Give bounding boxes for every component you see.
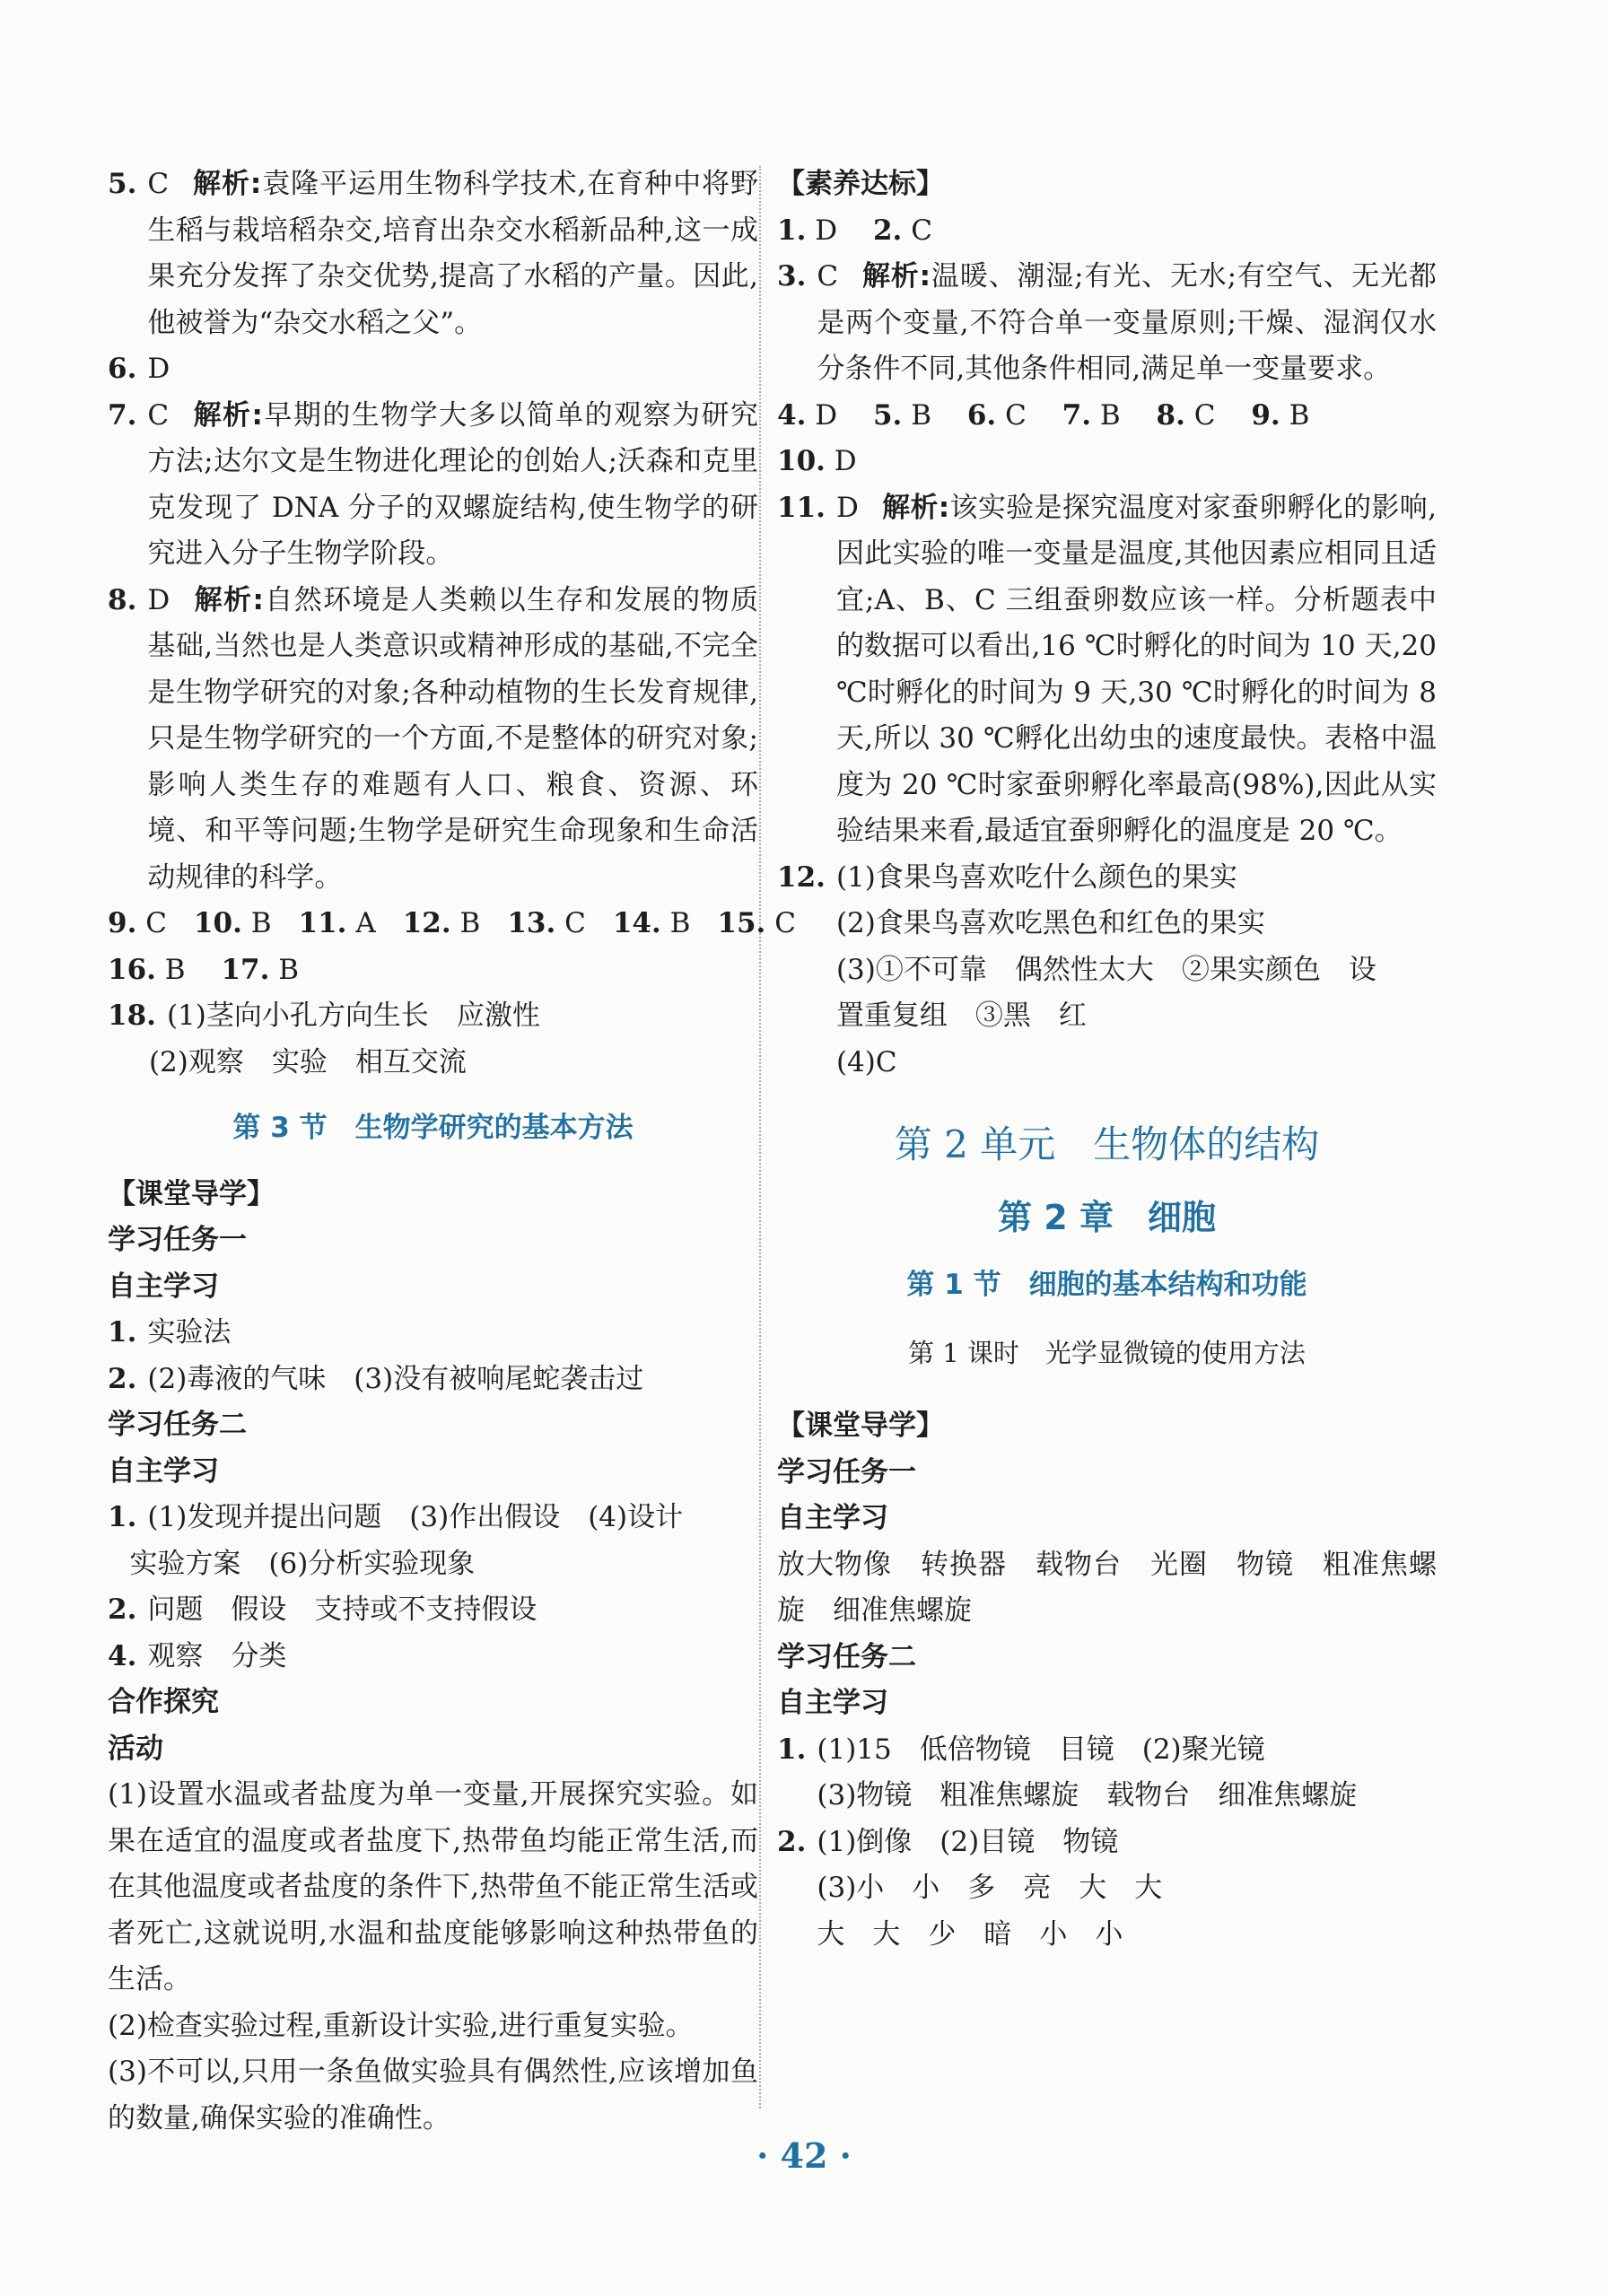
activity-answer-3: (3)不可以,只用一条鱼做实验具有偶然性,应该增加鱼的数量,确保实验的准确性。 [108,2056,758,2134]
left-column [108,162,796,2142]
column-divider [759,166,761,2108]
analysis-label: 解析: [192,168,262,200]
answer-3: 3. C 解析:温暖、潮湿;有光、无水;有空气、无光都是两个变量,不符合单一变量原则;干燥、湿润仅水分条件不同,其他条件相同,满足单一变量要求。 [777,260,1437,385]
heading-huodong: 活动 [108,1732,163,1765]
answer-11: 11. D 解析:该实验是探究温度对家蚕卵孵化的影响,因此实验的唯一变量是温度,其他因素应相同且适宜;A、B、C 三组蚕卵数应该一样。分析题表中的数据可以看出,16 ℃时孵化的时间为 10 天,20 ℃时孵化的时间为 9 天,30 ℃时孵化的时间为 8 天,所以 30 ℃孵化出幼虫的速度最快。表格中温度为 20 ℃时家蚕卵孵化率最高(98%),因此从实验结果来看,最适宜蚕卵孵化的温度是 20 ℃。 [777,491,1437,847]
heading-task1: 学习任务一 [777,1455,916,1488]
answer-18: 18. (1)茎向小孔方向生长 应激性 (2)观察 实验 相互交流 [108,1000,540,1078]
task2-answer-1: 1. (1)发现并提出问题 (3)作出假设 (4)设计 实验方案 (6)分析实验现象 [108,1501,684,1580]
lesson-title: 第 1 课时 光学显微镜的使用方法 [908,1337,1306,1368]
activity-answer-1: (1)设置水温或者盐度为单一变量,开展探究实验。如果在适宜的温度或者盐度下,热带鱼均能正常生活,而在其他温度或者盐度的条件下,热带鱼不能正常生活或者死亡,这就说明,水温和盐度能够影响这种热带鱼的生活。 [108,1778,758,1995]
section-title: 第 3 节 生物学研究的基本方法 [232,1112,634,1144]
heading-ketang: 【课堂导学】 [777,1410,944,1442]
heading-hezuo: 合作探究 [108,1686,219,1718]
heading-ketang: 【课堂导学】 [108,1177,275,1210]
answer-letter: C [147,168,170,200]
answers-4-10: 4. D 5. B 6. C 7. B 8. C 9. B 10. D [777,398,1310,477]
task1-answer-2: 2. (2)毒液的气味 (3)没有被响尾蛇袭击过 [108,1362,644,1395]
heading-task2: 学习任务二 [777,1640,916,1673]
task1-answer-1: 1. 实验法 [108,1316,232,1349]
heading-task1: 学习任务一 [108,1224,247,1256]
heading-zizhu: 自主学习 [108,1270,219,1303]
heading-zizhu: 自主学习 [777,1502,888,1534]
answer-8: 8. D 解析:自然环境是人类赖以生存和发展的物质基础,当然也是人类意识或精神形成的基础,不完全是生物学研究的对象;各种动植物的生长发育规律,只是生物学研究的一个方面,不是整体的研究对象;影响人类生存的难题有人口、粮食、资源、环境、和平等问题;生物学是研究生命现象和生命活动规律的科学。 [108,583,758,894]
microscope-answer-1: 1. (1)15 低倍物镜 目镜 (2)聚光镜 (3)物镜 粗准焦螺旋 载物台 细准焦螺旋 [777,1733,1358,1811]
heading-zizhu: 自主学习 [777,1687,888,1719]
task2-answer-4: 4. 观察 分类 [108,1639,287,1672]
unit-title: 第 2 单元 生物体的结构 [894,1122,1320,1166]
answers-1-2: 1. D 2. C [777,214,932,247]
analysis-text: 袁隆平运用生物科学技术,在育种中将野生稻与栽培稻杂交,培育出杂交水稻新品种,这一成果充分发挥了杂交优势,提高了水稻的产量。因此,他被誉为“杂交水稻之父”。 [147,168,758,339]
answers-9-15: 9. C 10. B 11. A 12. B 13. C 14. B 15. C [108,907,796,939]
activity-answer-2: (2)检查实验过程,重新设计实验,进行重复实验。 [108,2009,694,2042]
microscope-answer-2: 2. (1)倒像 (2)目镜 物镜 (3)小 小 多 亮 大 大 大 大 少 暗 小 小 [777,1825,1163,1951]
answer-12: 12. (1)食果鸟喜欢吃什么颜色的果实 (2)食果鸟喜欢吃黑色和红色的果实 (3)①不可靠 偶然性太大 ②果实颜色 设 置重复组 ③黑 红 (4)C [777,860,1376,1078]
answer-6: 6. D [108,353,170,385]
answers-16-17: 16. B 17. B [108,953,300,986]
chapter-title: 第 2 章 细胞 [998,1197,1216,1237]
task2-answer-2: 2. 问题 假设 支持或不支持假设 [108,1593,537,1626]
microscope-parts: 放大物像 转换器 载物台 光圈 物镜 粗准焦螺旋 细准焦螺旋 [777,1548,1437,1627]
heading-suyang: 【素养达标】 [777,168,944,200]
heading-task2: 学习任务二 [108,1409,247,1441]
page-number: · 42 · [756,2135,852,2176]
answer-7: 7. C 解析:早期的生物学大多以简单的观察为研究方法;达尔文是生物进化理论的创始人;沃森和克里克发现了 DNA 分子的双螺旋结构,使生物学的研究进入分子生物学阶段。 [108,398,758,570]
heading-zizhu: 自主学习 [108,1454,219,1488]
section-title: 第 1 节 细胞的基本结构和功能 [906,1269,1307,1301]
answer-5: 5. C 解析:袁隆平运用生物科学技术,在育种中将野生稻与栽培稻杂交,培育出杂交水稻新品种,这一成果充分发挥了杂交优势,提高了水稻的产量。因此,他被誉为“杂交水稻之父”。 [108,168,758,339]
right-column [777,162,1437,1958]
